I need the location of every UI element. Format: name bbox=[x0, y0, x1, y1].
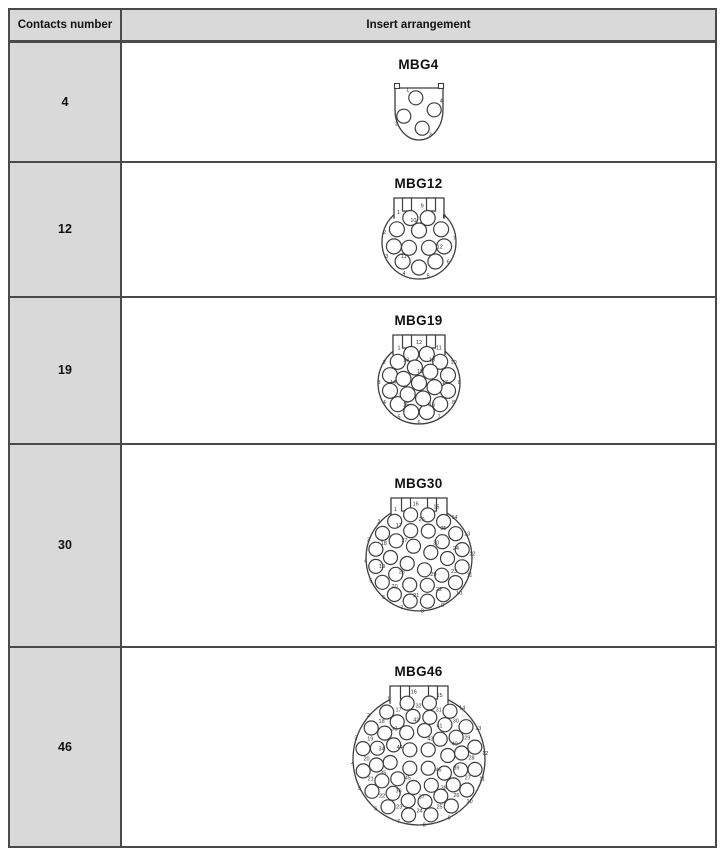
contact-number: 4 bbox=[382, 399, 386, 406]
contacts-number-cell: 12 bbox=[9, 162, 121, 297]
contact-number: 22 bbox=[435, 586, 442, 593]
contact-number: 10 bbox=[409, 217, 416, 224]
contact-number: 19 bbox=[416, 368, 423, 375]
corner-key-notch bbox=[438, 84, 443, 89]
contact-hole bbox=[440, 749, 454, 763]
contact-number: 10 bbox=[450, 359, 457, 366]
contact-number: 29 bbox=[429, 571, 437, 578]
contact-number: 15 bbox=[402, 402, 409, 408]
key-collar bbox=[394, 198, 444, 219]
contact-number: 40 bbox=[451, 741, 458, 748]
contact-hole bbox=[433, 732, 447, 746]
contact-number: 1 bbox=[405, 87, 409, 94]
contact-number: 11 bbox=[435, 344, 442, 351]
contact-number: 23 bbox=[395, 804, 402, 811]
table-row bbox=[9, 162, 716, 297]
insert-figure bbox=[122, 664, 715, 829]
contact-number: 23 bbox=[450, 568, 457, 575]
contact-hole bbox=[415, 121, 429, 135]
contact-number: 5 bbox=[396, 414, 401, 421]
contact-number: 13 bbox=[463, 531, 470, 537]
contact-hole bbox=[403, 523, 417, 537]
contact-hole bbox=[420, 594, 434, 608]
contact-number: 12 bbox=[481, 750, 488, 757]
contact-number: 2 bbox=[382, 359, 386, 366]
contact-hole bbox=[423, 545, 437, 559]
contact-number: 42 bbox=[412, 717, 419, 724]
insert-figure bbox=[122, 57, 715, 146]
contact-number: 1 bbox=[396, 344, 401, 351]
corner-key-notch bbox=[394, 84, 399, 89]
contact-hole bbox=[386, 238, 401, 253]
contact-number: 28 bbox=[398, 569, 405, 575]
contact-number: 18 bbox=[428, 357, 435, 363]
contact-hole bbox=[406, 781, 420, 795]
contact-hole bbox=[356, 742, 370, 756]
contact-number: 10 bbox=[466, 799, 473, 806]
contact-number: 39 bbox=[452, 765, 459, 772]
contact-number: 27 bbox=[400, 537, 408, 544]
contact-hole bbox=[467, 740, 481, 754]
contact-number: 8 bbox=[442, 213, 446, 220]
contact-number: 8 bbox=[420, 607, 424, 614]
contact-hole bbox=[440, 551, 454, 565]
contact-number: 14 bbox=[458, 705, 465, 712]
contact-number: 20 bbox=[391, 583, 398, 590]
contact-number: 9 bbox=[420, 203, 424, 210]
contact-hole bbox=[443, 704, 457, 718]
contact-number: 9 bbox=[456, 379, 461, 386]
contact-number: 33 bbox=[390, 726, 397, 733]
contact-number: 44 bbox=[395, 744, 403, 751]
contact-number: 35 bbox=[379, 770, 386, 777]
contact-hole bbox=[400, 386, 415, 401]
contact-hole bbox=[403, 507, 417, 521]
contact-hole bbox=[427, 254, 442, 269]
insert-arrangement-table bbox=[8, 8, 717, 848]
contact-hole bbox=[424, 778, 438, 792]
contact-number: 6 bbox=[373, 806, 377, 813]
contact-number: 5 bbox=[426, 272, 430, 279]
contact-hole bbox=[402, 743, 416, 757]
contact-hole bbox=[421, 524, 435, 538]
contact-number: 1 bbox=[393, 506, 397, 513]
contact-number: 38 bbox=[440, 785, 447, 792]
contact-number: 30 bbox=[432, 540, 439, 546]
contact-number: 17 bbox=[395, 522, 402, 529]
model-title: MBG4 bbox=[398, 57, 439, 73]
contact-number: 22 bbox=[378, 793, 385, 800]
insert-arrangement-diagram bbox=[359, 78, 479, 146]
contact-hole bbox=[421, 761, 435, 775]
table-row bbox=[9, 444, 716, 647]
model-title: MBG12 bbox=[394, 175, 443, 191]
contact-number: 46 bbox=[434, 767, 442, 774]
contact-hole bbox=[381, 800, 395, 814]
contact-number: 12 bbox=[436, 244, 443, 251]
contact-number: 18 bbox=[378, 719, 385, 726]
contact-number: 8 bbox=[422, 822, 426, 829]
contact-hole bbox=[459, 783, 473, 797]
contact-number: 9 bbox=[447, 815, 451, 822]
contact-hole bbox=[396, 109, 410, 123]
insert-arrangement-cell bbox=[121, 297, 716, 444]
contact-number: 2 bbox=[366, 712, 370, 719]
contact-hole bbox=[402, 577, 416, 591]
contact-hole bbox=[375, 575, 389, 589]
contact-number: 6 bbox=[381, 594, 385, 601]
contact-hole bbox=[396, 371, 411, 386]
insert-figure bbox=[122, 176, 715, 283]
contact-number: 26 bbox=[418, 516, 425, 523]
contact-hole bbox=[364, 721, 378, 735]
contact-number: 19 bbox=[378, 563, 385, 570]
contact-number: 36 bbox=[395, 788, 402, 795]
insert-arrangement-diagram bbox=[344, 197, 494, 283]
contact-number: 7 bbox=[399, 605, 403, 612]
contact-number: 2 bbox=[376, 519, 380, 525]
contact-number: 11 bbox=[400, 253, 407, 260]
contact-number: 26 bbox=[452, 792, 459, 799]
contact-number: 4 bbox=[401, 270, 406, 277]
contact-number: 7 bbox=[396, 819, 400, 826]
contact-number: 29 bbox=[463, 735, 470, 742]
contact-number: 13 bbox=[474, 725, 481, 732]
contact-number: 27 bbox=[464, 775, 471, 782]
contact-number: 14 bbox=[389, 379, 396, 386]
insert-arrangement-diagram bbox=[329, 497, 509, 615]
contact-number: 10 bbox=[455, 590, 462, 596]
contact-number: 30 bbox=[452, 718, 459, 725]
contact-number: 4 bbox=[363, 557, 367, 564]
keyway-slot bbox=[426, 198, 435, 211]
contact-number: 25 bbox=[439, 525, 446, 532]
contact-number: 19 bbox=[366, 736, 373, 743]
contact-number: 13 bbox=[402, 357, 409, 363]
contact-hole bbox=[417, 724, 431, 738]
contact-number: 37 bbox=[418, 794, 425, 801]
contact-number: 6 bbox=[416, 419, 421, 426]
contact-hole bbox=[406, 539, 420, 553]
keyway-slot bbox=[402, 198, 411, 211]
model-title: MBG19 bbox=[394, 312, 443, 328]
contact-hole bbox=[411, 375, 426, 390]
contact-number: 16 bbox=[428, 402, 435, 408]
insert-arrangement-cell bbox=[121, 42, 716, 162]
contact-hole bbox=[377, 726, 391, 740]
contact-number: 20 bbox=[362, 756, 370, 763]
contact-number: 32 bbox=[414, 703, 422, 710]
contact-number: 4 bbox=[350, 761, 354, 768]
insert-figure bbox=[122, 476, 715, 615]
contact-number: 18 bbox=[380, 540, 387, 547]
contact-number: 43 bbox=[426, 736, 433, 743]
contact-number: 9 bbox=[440, 602, 444, 609]
contact-number: 7 bbox=[452, 235, 456, 242]
table-row bbox=[9, 297, 716, 444]
contact-number: 11 bbox=[478, 776, 485, 783]
contact-hole bbox=[408, 91, 422, 105]
contact-number: 8 bbox=[451, 399, 455, 406]
contact-number: 17 bbox=[394, 707, 402, 714]
contact-number: 5 bbox=[357, 786, 361, 793]
contact-hole bbox=[433, 221, 448, 236]
contact-hole bbox=[400, 696, 414, 710]
contact-number: 11 bbox=[466, 571, 472, 578]
contact-number: 7 bbox=[436, 414, 441, 421]
contact-number: 3 bbox=[366, 537, 370, 544]
contact-hole bbox=[454, 746, 468, 760]
table-row bbox=[9, 647, 716, 847]
contact-hole bbox=[375, 526, 389, 540]
contacts-number-cell: 4 bbox=[9, 42, 121, 162]
insert-arrangement-header: Insert arrangement bbox=[121, 9, 716, 42]
contact-hole bbox=[421, 743, 435, 757]
contact-number: 3 bbox=[376, 379, 381, 386]
contact-hole bbox=[427, 379, 442, 394]
contact-hole bbox=[383, 756, 397, 770]
contact-number: 16 bbox=[412, 501, 419, 508]
contact-number: 3 bbox=[384, 253, 388, 260]
insert-arrangement-diagram bbox=[314, 685, 524, 829]
contact-number: 34 bbox=[378, 746, 385, 753]
insert-arrangement-cell bbox=[121, 444, 716, 647]
contact-hole bbox=[401, 794, 415, 808]
contact-number: 31 bbox=[435, 707, 442, 714]
contact-number: 3 bbox=[428, 132, 432, 139]
contact-hole bbox=[468, 762, 482, 776]
contacts-number-cell: 46 bbox=[9, 647, 121, 847]
table-body bbox=[9, 42, 716, 847]
table-row bbox=[9, 42, 716, 162]
contact-hole bbox=[411, 223, 426, 238]
contact-number: 1 bbox=[386, 696, 390, 703]
contact-hole bbox=[422, 710, 436, 724]
contact-hole bbox=[420, 578, 434, 592]
contact-hole bbox=[422, 696, 436, 710]
contact-number: 5 bbox=[368, 578, 372, 584]
contact-hole bbox=[422, 364, 437, 379]
contacts-number-cell: 30 bbox=[9, 444, 121, 647]
contact-hole bbox=[401, 808, 415, 822]
contact-number: 21 bbox=[367, 776, 374, 783]
contact-number: 14 bbox=[450, 514, 458, 521]
contact-number: 45 bbox=[404, 775, 411, 782]
contact-hole bbox=[411, 260, 426, 275]
contact-number: 15 bbox=[432, 503, 439, 510]
contact-number: 2 bbox=[382, 229, 386, 236]
contact-number: 41 bbox=[435, 723, 442, 730]
contact-hole bbox=[389, 221, 404, 236]
contact-number: 21 bbox=[412, 592, 419, 599]
contact-number: 2 bbox=[394, 121, 398, 128]
contacts-number-cell: 19 bbox=[9, 297, 121, 444]
contact-hole bbox=[448, 575, 462, 589]
model-title: MBG46 bbox=[394, 664, 443, 679]
contact-hole bbox=[400, 556, 414, 570]
contact-number: 3 bbox=[353, 735, 357, 742]
contact-hole bbox=[434, 568, 448, 582]
contact-hole bbox=[383, 550, 397, 564]
model-title: MBG30 bbox=[394, 475, 443, 491]
contact-number: 16 bbox=[410, 689, 417, 696]
contact-hole bbox=[417, 562, 431, 576]
contact-number: 12 bbox=[415, 339, 422, 346]
contact-hole bbox=[390, 772, 404, 786]
insert-arrangement-cell bbox=[121, 647, 716, 847]
contact-number: 28 bbox=[467, 755, 475, 762]
contact-number: 24 bbox=[415, 808, 423, 815]
contacts-number-header: Contacts number bbox=[9, 9, 121, 42]
contact-hole bbox=[399, 726, 413, 740]
contact-number: 17 bbox=[441, 379, 448, 386]
contact-hole bbox=[448, 526, 462, 540]
contact-hole bbox=[402, 761, 416, 775]
insert-arrangement-diagram bbox=[339, 334, 499, 428]
contact-hole bbox=[446, 778, 460, 792]
contact-number: 4 bbox=[439, 98, 443, 105]
contact-hole bbox=[401, 240, 416, 255]
insert-figure bbox=[122, 313, 715, 428]
contact-number: 12 bbox=[468, 551, 475, 558]
contact-hole bbox=[427, 103, 441, 117]
contact-number: 6 bbox=[446, 258, 450, 265]
insert-arrangement-cell bbox=[121, 162, 716, 297]
contact-number: 15 bbox=[435, 692, 443, 699]
table-header-row bbox=[9, 9, 716, 42]
contact-number: 25 bbox=[435, 804, 443, 811]
contact-number: 24 bbox=[452, 545, 459, 552]
contact-hole bbox=[421, 240, 436, 255]
contact-number: 1 bbox=[396, 209, 400, 216]
